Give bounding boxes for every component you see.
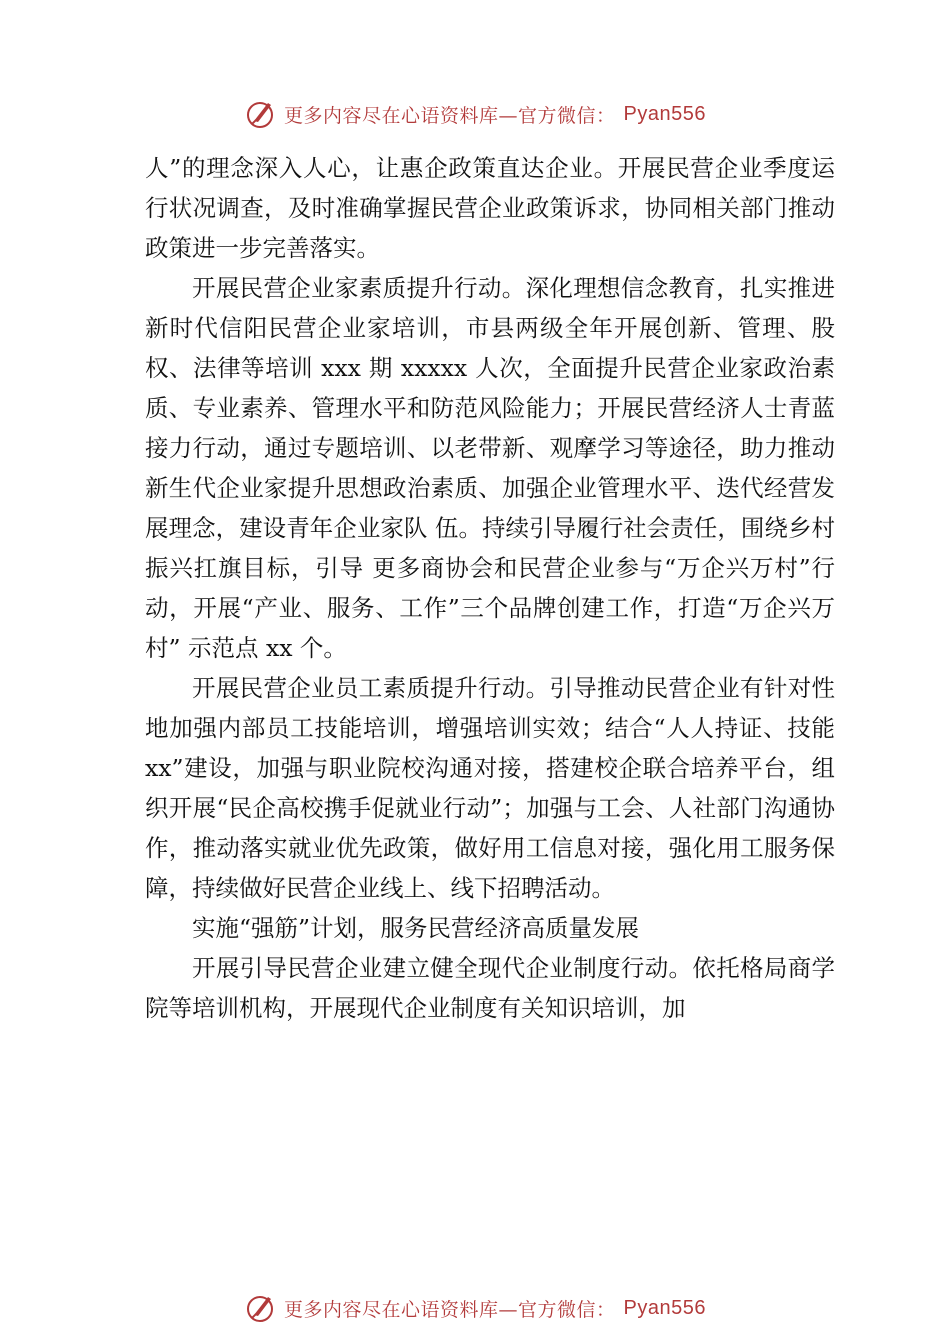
watermark-wechat-id: Pyan556 [623,1296,706,1319]
quill-logo-icon [244,97,278,131]
document-body [145,148,835,1028]
watermark-text: 更多内容尽在心语资料库—官方微信： [284,1298,616,1321]
quill-logo-icon [244,1291,278,1325]
paragraph-3: 开展民营企业员工素质提升行动。引导推动民营企业有针对性地加强内部员工技能培训，增强培训实效；结合“人人持证、技能 xx”建设，加强与职业院校沟通对接，搭建校企联合培养平台，组织开展“民企高校携手促就业行动”；加强与工会、人社部门沟通协作，推动落实就业优先政策，做好用工信息对接，强化用工服务保障，持续做好民营企业线上、线下招聘活动。 [145,674,835,902]
paragraph-1: 人”的理念深入人心，让惠企政策直达企业。开展民营企业季度运行状况调查，及时准确掌握民营企业政策诉求，协同相关部门推动政策进一步完善落实。 [145,154,835,262]
footer-watermark [0,1288,950,1328]
watermark-wechat-id: Pyan556 [623,102,706,125]
section-heading: 实施“强筋”计划，服务民营经济高质量发展 [192,914,640,942]
watermark-text: 更多内容尽在心语资料库—官方微信： [284,104,616,127]
paragraph-2: 开展民营企业家素质提升行动。深化理想信念教育，扎实推进新时代信阳民营企业家培训，市县两级全年开展创新、管理、股权、法律等培训 xxx 期 xxxxx 人次，全面提升民营企业家政治素质、专业素养、管理水平和防范风险能力；开展民营经济人士青蓝接力行动，通过专题培训、以老带新、观摩学习等途径，助力推动新生代企业家提升思想政治素质、加强企业管理水平、迭代经营发展理念，建设青年企业家队 伍。持续引导履行社会责任，围绕乡村振兴扛旗目标，引导 更多商协会和民营企业参与“万企兴万村”行动，开展“产业、服务、工作”三个品牌创建工作，打造“万企兴万村” 示范点 xx 个。 [145,274,835,662]
header-watermark [0,94,950,134]
paragraph-4: 开展引导民营企业建立健全现代企业制度行动。依托格局商学院等培训机构，开展现代企业制度有关知识培训，加 [145,954,835,1022]
